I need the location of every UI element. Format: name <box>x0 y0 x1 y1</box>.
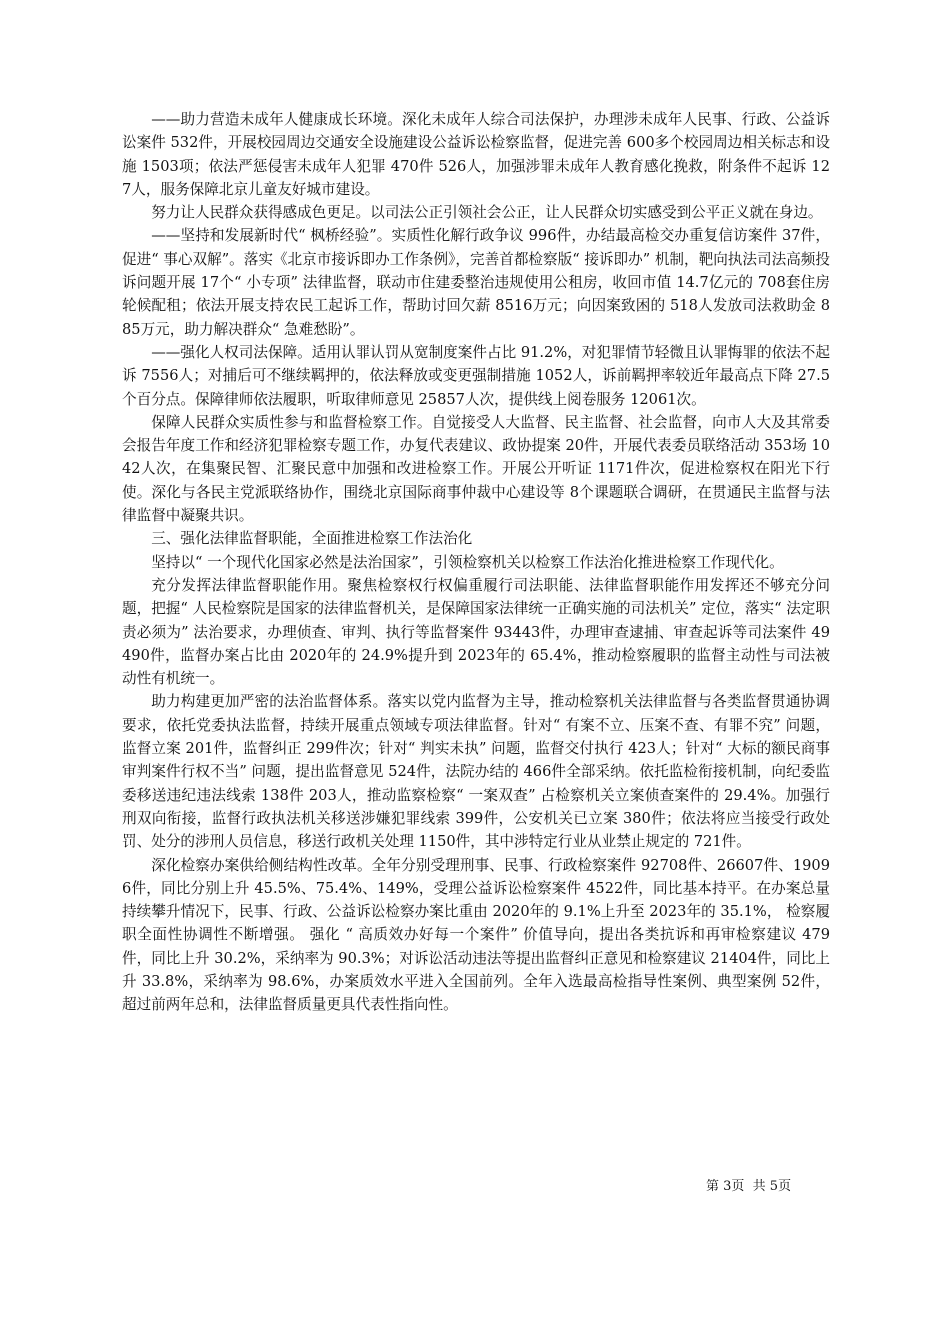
page-footer <box>706 1175 791 1194</box>
paragraph: 深化检察办案供给侧结构性改革。全年分别受理刑事、民事、行政检察案件 92708件、26607件、19096件，同比分别上升 45.5%、75.4%、149%，受理公益诉讼检察案件 4522件，同比基本持平。在办案总量持续攀升情况下，民事、行政、公益诉讼检察办案比重由 2020年的 9.1%上升至 2023年的 35.1%， 检察履职全面性协调性不断增强。 强化 “ 高质效办好每一个案件” 价值导向，提出各类抗诉和再审检察建议 479件，同比上升 30.2%，采纳率为 90.3%；对诉讼活动违法等提出监督纠正意见和检察建议 21404件，同比上升 33.8%，采纳率为 98.6%，办案质效水平进入全国前列。全年入选最高检指导性案例、典型案例 52件，超过前两年总和，法律监督质量更具代表性指向性。 <box>122 856 830 1014</box>
paragraph: ——助力营造未成年人健康成长环境。深化未成年人综合司法保护，办理涉未成年人民事、行政、公益诉讼案件 532件，开展校园周边交通安全设施建设公益诉讼检察监督，促进完善 600多个校园周边相关标志和设施 1503项；依法严惩侵害未成年人犯罪 470件 526人，加强涉罪未成年人教育感化挽救，附条件不起诉 127人，服务保障北京儿童友好城市建设。 <box>122 111 830 198</box>
paragraph: 助力构建更加严密的法治监督体系。落实以党内监督为主导，推动检察机关法律监督与各类监督贯通协调要求，依托党委执法监督，持续开展重点领域专项法律监督。针对“ 有案不立、压案不查、有罪不究” 问题，监督立案 201件，监督纠正 299件次；针对“ 判实未执” 问题，监督交付执行 423人；针对“ 大标的额民商事审判案件行权不当” 问题，提出监督意见 524件，法院办结的 466件全部采纳。依托监检衔接机制，向纪委监委移送违纪违法线索 138件 203人，推动监察检察“ 一案双查” 占检察机关立案侦查案件的 29.4%。加强行刑双向衔接，监督行政执法机关移送涉嫌犯罪线索 399件，公安机关已立案 380件；依法将应当接受行政处罚、处分的涉刑人员信息，移送行政机关处理 1150件，其中涉特定行业从业禁止规定的 721件。 <box>122 693 830 851</box>
page-number: 第 3页 共 5页 <box>706 1179 792 1194</box>
paragraph: 坚持以“ 一个现代化国家必然是法治国家”，引领检察机关以检察工作法治化推进检察工作现代化。 <box>151 553 784 571</box>
section-heading: 三、强化法律监督职能，全面推进检察工作法治化 <box>151 530 473 548</box>
paragraph: 保障人民群众实质性参与和监督检察工作。自觉接受人大监督、民主监督、社会监督，向市人大及其常委会报告年度工作和经济犯罪检察专题工作，办复代表建议、政协提案 20件，开展代表委员联络活动 353场 1042人次，在集聚民智、汇聚民意中加强和改进检察工作。开展公开听证 1171件次，促进检察权在阳光下行使。深化与各民主党派联络协作，围绕北京国际商事仲裁中心建设等 8个课题联合调研，在贯通民主监督与法律监督中凝聚共识。 <box>122 413 830 525</box>
paragraph: 充分发挥法律监督职能作用。聚焦检察权行权偏重履行司法职能、法律监督职能作用发挥还不够充分问题，把握“ 人民检察院是国家的法律监督机关，是保障国家法律统一正确实施的司法机关” 定位，落实“ 法定职责必须为” 法治要求，办理侦查、审判、执行等监督案件 93443件，办理审查逮捕、审查起诉等司法案件 49490件，监督办案占比由 2020年的 24.9%提升到 2023年的 65.4%，推动检察履职的监督主动性与司法被动性有机统一。 <box>122 576 830 688</box>
paragraph: 努力让人民群众获得感成色更足。以司法公正引领社会公正，让人民群众切实感受到公平正义就在身边。 <box>151 204 823 222</box>
paragraph: ——坚持和发展新时代“ 枫桥经验”。实质性化解行政争议 996件，办结最高检交办重复信访案件 37件，促进“ 事心双解”。落实《北京市接诉即办工作条例》，完善首都检察版“ 接诉即办” 机制，靶向执法司法高频投诉问题开展 17个“ 小专项” 法律监督，联动市住建委整治违规使用公租房，收回市值 14.7亿元的 708套住房轮候配租；依法开展支持农民工起诉工作，帮助讨回欠薪 8516万元；向因案致困的 518人发放司法救助金 885万元，助力解决群众“ 急难愁盼”。 <box>122 227 830 338</box>
document-body <box>122 108 830 1017</box>
paragraph: ——强化人权司法保障。适用认罪认罚从宽制度案件占比 91.2%，对犯罪情节轻微且认罪悔罪的依法不起诉 7556人；对捕后可不继续羁押的，依法释放或变更强制措施 1052人，诉前羁押率较近年最高点下降 27.5个百分点。保障律师依法履职，听取律师意见 25857人次，提供线上阅卷服务 12061次。 <box>122 343 830 408</box>
